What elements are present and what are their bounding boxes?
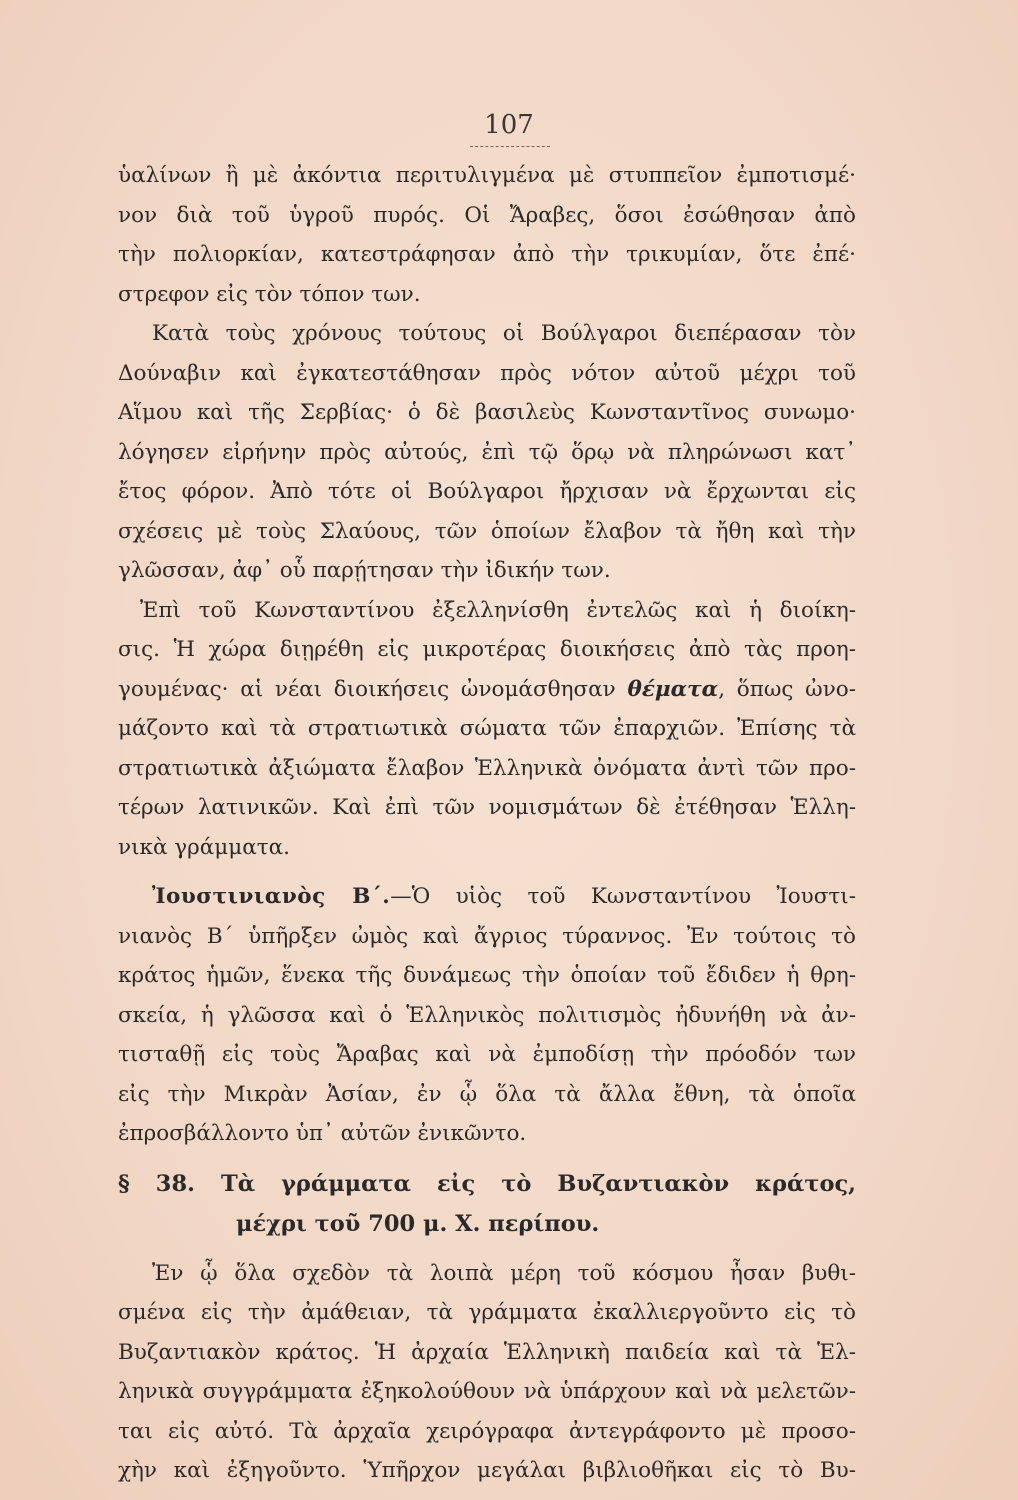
text-segment: , ὅπως ὠνο- [718, 676, 856, 702]
text-line: σχέσεις μὲ τοὺς Σλαύους, τῶν ὁποίων ἔλαβον τὰ ἤθη καὶ τὴν [118, 518, 856, 544]
page-number-rule [470, 146, 550, 147]
text-line: Βυζαντιακὸν κράτος. Ἡ ἀρχαία Ἑλληνικὴ παιδεία καὶ τὰ Ἑλ- [118, 1339, 856, 1365]
text-line: Δούναβιν καὶ ἐγκατεστάθησαν πρὸς νότον αὐτοῦ μέχρι τοῦ [118, 360, 856, 386]
body-text [118, 156, 856, 1491]
text-line: νικὰ γράμματα. [118, 834, 291, 860]
text-line: χὴν καὶ ἐξηγοῦντο. Ὑπῆρχον μεγάλαι βιβλιοθῆκαι εἰς τὸ Βυ- [118, 1458, 856, 1483]
text-line: τέρων λατινικῶν. Καὶ ἐπὶ τῶν νομισμάτων δὲ ἐτέθησαν Ἑλλη- [118, 795, 856, 820]
section-heading: § 38. Τὰ γράμματα εἰς τὸ Βυζαντιακὸν κράτος, [118, 1170, 856, 1197]
text-line: νιανὸς Β΄ ὑπῆρξεν ὠμὸς καὶ ἄγριος τύραννος. Ἐν τούτοις τὸ [118, 923, 856, 949]
text-line: σμένα εἰς τὴν ἀμάθειαν, τὰ γράμματα ἐκαλλιεργοῦντο εἰς τὸ [118, 1300, 856, 1325]
text-line: σκεία, ἡ γλῶσσα καὶ ὁ Ἑλληνικὸς πολιτισμὸς ἠδυνήθη νὰ ἀν- [118, 1002, 856, 1028]
text-line: Ἐν ᾧ ὅλα σχεδὸν τὰ λοιπὰ μέρη τοῦ κόσμου ἦσαν βυθι- [152, 1260, 856, 1286]
text-line: στρεφον εἰς τὸν τόπον των. [118, 281, 421, 307]
text-line: Ἐπὶ τοῦ Κωνσταντίνου ἐξελληνίσθη ἐντελῶς καὶ ἡ διοίκη- [140, 597, 856, 623]
text-line: ται εἰς αὐτό. Τὰ ἀρχαῖα χειρόγραφα ἀντεγράφοντο μὲ προσο- [118, 1418, 856, 1444]
text-line: σις. Ἡ χώρα διῃρέθη εἰς μικροτέρας διοικήσεις ἀπὸ τὰς προη- [118, 637, 856, 662]
text-line: τὴν πολιορκίαν, κατεστράφησαν ἀπὸ τὴν τρικυμίαν, ὅτε ἐπέ· [118, 242, 856, 267]
text-line: τισταθῇ εἰς τοὺς Ἄραβας καὶ νὰ ἐμποδίσῃ τὴν πρόοδόν των [118, 1042, 856, 1067]
text-segment: γουμένας· αἱ νέαι διοικήσεις ὠνομάσθησαν [118, 676, 616, 702]
text-line: εἰς τὴν Μικρὰν Ἀσίαν, ἐν ᾧ ὅλα τὰ ἄλλα ἔθνη, τὰ ὁποῖα [118, 1081, 856, 1107]
text-line: λόγησεν εἰρήνην πρὸς αὐτούς, ἐπὶ τῷ ὅρῳ νὰ πληρώνωσι κατ᾽ [118, 439, 856, 465]
page-number: 107 [484, 110, 534, 140]
text-line: μάζοντο καὶ τὰ στρατιωτικὰ σώματα τῶν ἐπαρχιῶν. Ἐπίσης τὰ [118, 716, 856, 741]
text-segment: —Ὁ υἱὸς τοῦ Κωνσταντίνου Ἰουστι- [390, 884, 856, 909]
text-line: ὑαλίνων ἢ μὲ ἀκόντια περιτυλιγμένα μὲ στυππεῖον ἐμποτισμέ· [118, 163, 856, 188]
text-line: νον διὰ τοῦ ὑγροῦ πυρός. Οἱ Ἄραβες, ὅσοι ἐσώθησαν ἀπὸ [118, 202, 856, 228]
text-line: ἐπροσβάλλοντο ὑπ᾽ αὐτῶν ἐνικῶντο. [118, 1121, 527, 1146]
text-line: στρατιωτικὰ ἀξιώματα ἔλαβον Ἑλληνικὰ ὀνόματα ἀντὶ τῶν προ- [118, 755, 856, 781]
text-line: ληνικὰ συγγράμματα ἐξηκολούθουν νὰ ὑπάρχουν καὶ νὰ μελετῶν- [118, 1379, 856, 1404]
text-line: γλῶσσαν, ἀφ᾽ οὗ παρῄτησαν τὴν ἰδικήν των. [118, 558, 611, 583]
section-heading-continued: μέχρι τοῦ 700 μ. Χ. περίπου. [236, 1210, 600, 1237]
text-line: Κατὰ τοὺς χρόνους τούτους οἱ Βούλγαροι διεπέρασαν τὸν [152, 321, 856, 346]
text-line [118, 670, 856, 710]
text-line: ἔτος φόρον. Ἀπὸ τότε οἱ Βούλγαροι ἤρχισαν νὰ ἔρχωνται εἰς [118, 479, 856, 504]
ruler-name: Ἰουστινιανὸς Β΄. [152, 884, 391, 909]
text-line [118, 877, 856, 917]
text-line: Αἵμου καὶ τῆς Σερβίας· ὁ δὲ βασιλεὺς Κωνσταντῖνος συνωμο· [118, 400, 856, 425]
text-line: κράτος ἡμῶν, ἕνεκα τῆς δυνάμεως τὴν ὁποίαν τοῦ ἔδιδεν ἡ θρη- [118, 963, 856, 988]
emphasized-term: θέματα [627, 676, 719, 702]
